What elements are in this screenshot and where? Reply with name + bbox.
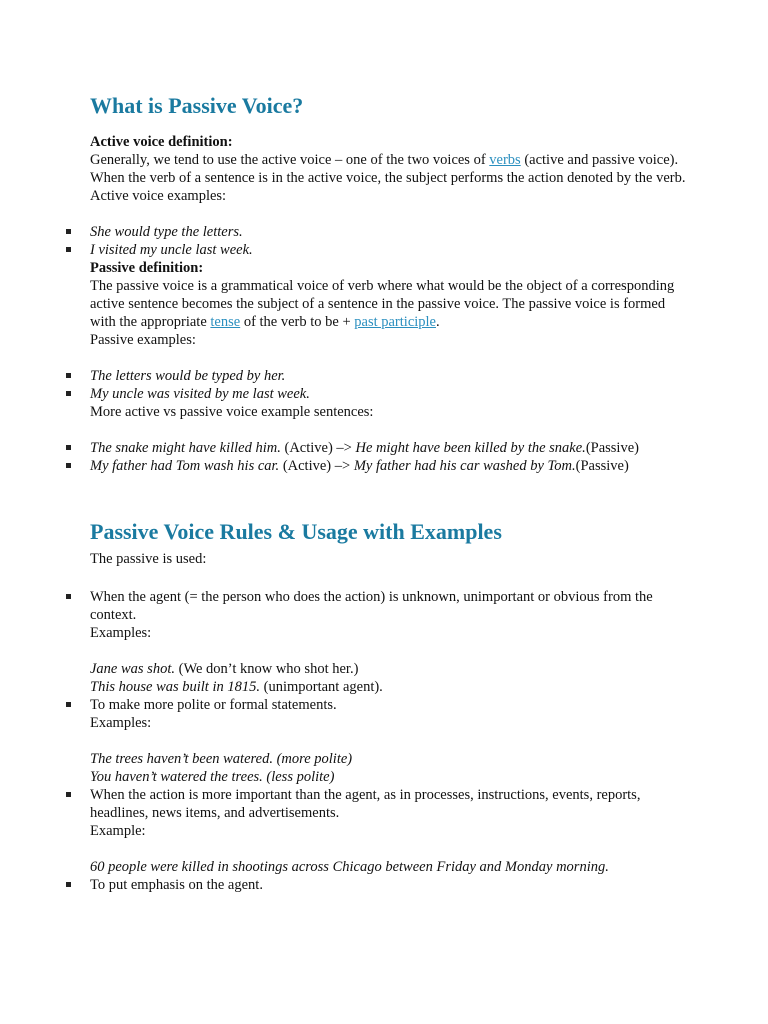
section-title-passive-voice-rules: Passive Voice Rules & Usage with Examples [90, 519, 502, 544]
list-item: My father had Tom wash his car. (Active) –> My father had his car washed by Tom.(Passive) [90, 457, 690, 475]
passive-definition-heading: Passive definition: [90, 260, 204, 276]
active-voice-definition-heading: Active voice definition: [90, 134, 233, 150]
past-participle-link[interactable]: past participle [354, 314, 436, 330]
list-item: She would type the letters. [90, 223, 690, 241]
list-item: I visited my uncle last week. [90, 241, 690, 259]
passive-examples-label: Passive examples: [90, 332, 196, 348]
rule-text: To put emphasis on the agent. [90, 877, 263, 893]
passive-examples-list [90, 367, 690, 403]
bullet-icon [66, 594, 71, 599]
bullet-icon [66, 229, 71, 234]
active-voice-examples-label: Active voice examples: [90, 188, 227, 204]
list-item [90, 786, 690, 876]
example-sentence: The trees haven’t been watered. (more polite) [90, 751, 353, 767]
examples-label: Example: [90, 823, 146, 839]
active-voice-definition-text: Generally, we tend to use the active voice – one of the two voices of verbs (active and passive voice). When the verb of a sentence is in the active voice, the subject performs the action denoted by the verb. [90, 152, 686, 186]
document-content [90, 91, 690, 894]
bullet-icon [66, 882, 71, 887]
examples-label: Examples: [90, 625, 152, 641]
bullet-icon [66, 391, 71, 396]
passive-used-intro: The passive is used: [90, 551, 207, 567]
example-sentence: This house was built in 1815. (unimportant agent). [90, 679, 383, 695]
bullet-icon [66, 247, 71, 252]
bullet-icon [66, 702, 71, 707]
rule-text: When the agent (= the person who does the action) is unknown, unimportant or obvious from the context. [90, 589, 653, 623]
active-passive-pairs-list [90, 439, 690, 475]
list-item [90, 876, 690, 894]
section-title-what-is-passive-voice: What is Passive Voice? [90, 93, 304, 118]
list-item [90, 696, 690, 786]
examples-label: Examples: [90, 715, 152, 731]
rule-text: To make more polite or formal statements. [90, 697, 337, 713]
example-sentence: 60 people were killed in shootings across Chicago between Friday and Monday morning. [90, 859, 609, 875]
list-item: The letters would be typed by her. [90, 367, 690, 385]
example-sentence: You haven’t watered the trees. (less polite) [90, 769, 335, 785]
rule-text: When the action is more important than the agent, as in processes, instructions, events, reports, headlines, news items, and advertisements. [90, 787, 641, 821]
passive-definition-text: The passive voice is a grammatical voice of verb where what would be the object of a corresponding active sentence becomes the subject of a sentence in the passive voice. The passive voice is formed with the appropriate tense of the verb to be + past participle. [90, 278, 675, 330]
tense-link[interactable]: tense [210, 314, 241, 330]
list-item: The snake might have killed him. (Active) –> He might have been killed by the snake.(Passive) [90, 439, 690, 457]
example-sentence: Jane was shot. (We don’t know who shot her.) [90, 661, 359, 677]
list-item: My uncle was visited by me last week. [90, 385, 690, 403]
list-item [90, 588, 690, 696]
active-examples-list [90, 223, 690, 259]
bullet-icon [66, 463, 71, 468]
more-examples-label: More active vs passive voice example sentences: [90, 404, 374, 420]
verbs-link[interactable]: verbs [489, 152, 521, 168]
bullet-icon [66, 373, 71, 378]
rules-list [90, 588, 690, 894]
bullet-icon [66, 445, 71, 450]
bullet-icon [66, 792, 71, 797]
